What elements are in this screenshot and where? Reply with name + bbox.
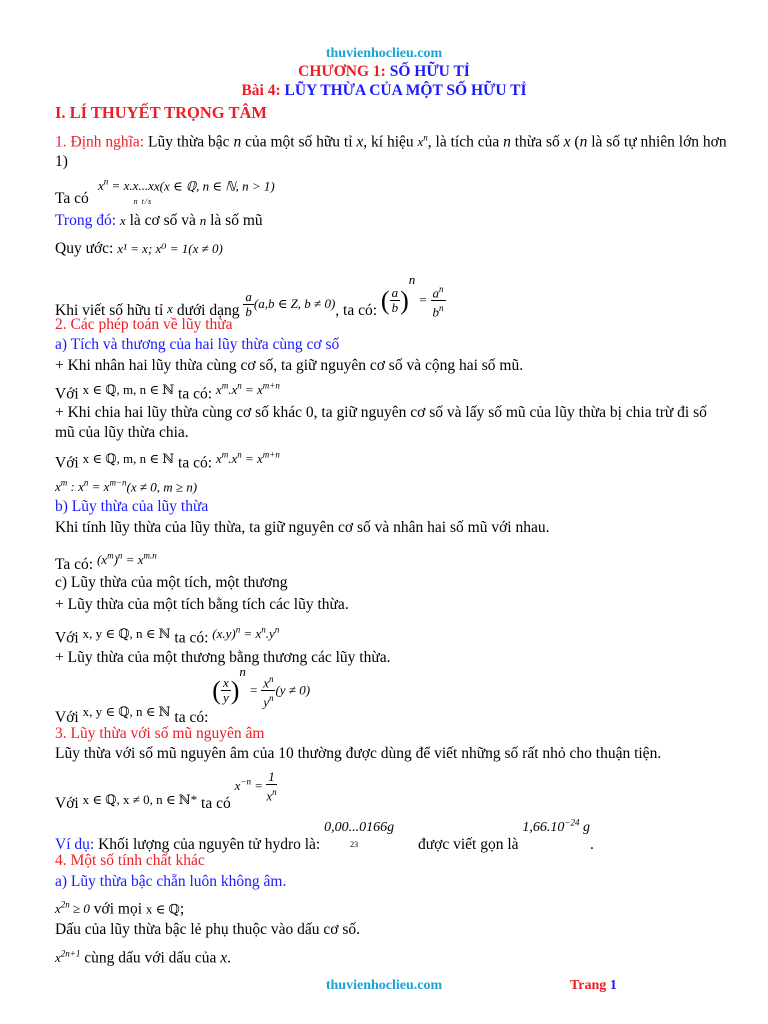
def-text: thừa số	[510, 133, 564, 151]
subsection-b-title: b) Lũy thừa của lũy thừa	[55, 498, 209, 515]
section-title-other-properties: 4. Một số tính chất khác	[55, 852, 205, 869]
trong-do-line: Trong đó: x là cơ số và n là số mũ	[55, 212, 263, 229]
condition: x ∈ ℚ, m, n ∈ ℕ	[82, 382, 175, 398]
khi-viet-text: , ta có:	[335, 302, 381, 320]
quotient-condition: (y ≠ 0)	[275, 682, 311, 698]
lesson-title	[0, 81, 768, 101]
formula-divide: $x^m$ : $x^n = x^{m-n}$	[55, 478, 127, 495]
def-var: n	[579, 133, 588, 151]
ta-co-label: Ta có	[55, 190, 89, 207]
formula-multiply-line	[55, 380, 728, 404]
subsection-a-title: a) Tích và thương của hai lũy thừa cùng cơ số	[55, 336, 340, 353]
fraction-quotient: $\frac{x^n}{y^n}$	[263, 674, 274, 710]
product-underbrace: x.x...x n t/s	[123, 178, 154, 207]
rule-multiply: + Khi nhân hai lũy thừa cùng cơ số, ta giữ nguyên cơ số và cộng hai số mũ.	[55, 357, 524, 374]
even-condition: x ∈ ℚ	[145, 901, 180, 917]
example-label: Ví dụ:	[55, 835, 99, 853]
ta-co-label: ta có:	[174, 454, 216, 472]
trong-do-text: là số mũ	[206, 212, 263, 229]
subsection-c-title: c) Lũy thừa của một tích, một thương	[55, 574, 288, 591]
section-title-negative-exponent: 3. Lũy thừa với số mũ nguyên âm	[55, 725, 265, 742]
voi-label: Với	[55, 629, 83, 647]
subsection-even-title: a) Lũy thừa bậc chẵn luôn không âm.	[55, 873, 287, 890]
ta-co-label: ta có	[197, 795, 235, 813]
page-number	[570, 976, 617, 996]
formula-product-line	[55, 624, 728, 648]
condition: x ∈ ℚ, m, n ∈ ℕ	[82, 451, 175, 467]
power-notation: $x^n$	[417, 133, 428, 150]
formula-even: $x^{2n} \ge 0$	[55, 900, 90, 917]
def-text: , kí hiệu	[363, 133, 418, 151]
chapter-name: SỐ HỮU TỈ	[389, 63, 470, 80]
rule-product-power: + Lũy thừa của một tích bằng tích các lũy thừa.	[55, 596, 349, 613]
def-text: là số tự nhiên lớn hơn 1)	[55, 133, 727, 171]
section-title-operations: 2. Các phép toán về lũy thừa	[55, 316, 233, 333]
chapter-title	[0, 62, 768, 82]
example-text: Khối lượng của nguyên tử hydro là:	[98, 835, 325, 853]
def-var: n	[233, 133, 242, 151]
formula-odd: $x^{2n+1}$	[55, 949, 81, 966]
def-text: , là tích của	[427, 133, 504, 151]
khi-viet-text: dưới dạng	[172, 302, 244, 320]
rule-quotient-power: + Lũy thừa của một thương bằng thương các lũy thừa.	[55, 649, 391, 666]
even-end: ;	[179, 900, 185, 918]
def-var: n	[503, 133, 511, 151]
odd-text: cùng dấu với dấu của	[80, 949, 221, 967]
formula-negative-line: Với $_{x \in ℚ, x \ne 0, n \in ℕ*}$ ta có $_{x^{-n} =}$ $\frac{1}{x^n}$	[55, 769, 277, 813]
formula-product: (x.y)n = xn.yn	[212, 625, 280, 642]
voi-label: Với	[55, 454, 83, 472]
fraction-power: $\frac{a^n}{b^n}$	[432, 284, 444, 320]
voi-label: Với	[55, 709, 83, 727]
condition: x, y ∈ ℚ, n ∈ ℕ	[82, 704, 171, 720]
lesson-prefix: Bài 4:	[241, 82, 285, 99]
lesson-name: LŨY THỪA CỦA MỘT SỐ HỮU TỈ	[284, 82, 527, 99]
khi-viet-text: Khi viết số hữu tỉ	[55, 302, 168, 320]
rule-negative-exponent: Lũy thừa với số mũ nguyên âm của 10 thường được dùng để viết những số rất nhỏ cho thuận tiện.	[55, 745, 662, 762]
mass-long-form: 0,00...0166g 23	[324, 819, 395, 849]
def-text: của một số hữu tỉ	[241, 133, 357, 151]
ta-co-label: ta có:	[174, 385, 216, 403]
khi-viet-line: Khi viết số hữu tỉ $_x$ dưới dạng $\frac{a}{b}$ $_{(a,b \in Z, b \ne 0)}$, ta có: ( $\frac{a}{b}$ )$^n$ $_=$ $\frac{a^n}{b^n}$	[55, 272, 444, 320]
def-text: Lũy thừa bậc	[148, 133, 234, 151]
example-line: Ví dụ: Khối lượng của nguyên tử hydro là: 0,00...0166g 23 được viết gọn là $1,66.10^{-24}$ g.	[55, 817, 594, 853]
def-var: x	[563, 133, 571, 151]
voi-label: Với	[55, 385, 83, 403]
formula-multiply: xm.xn = xm+n	[215, 381, 280, 398]
fraction-negative: $\frac{1}{x^n}$	[266, 769, 277, 804]
formula-divide-cond-line	[55, 449, 728, 473]
condition: x ∈ ℚ, x ≠ 0, n ∈ ℕ*	[82, 792, 198, 808]
formula-condition: x(x ∈ ℚ, n ∈ ℕ, n > 1)	[153, 178, 275, 194]
rule-divide: + Khi chia hai lũy thừa cùng cơ số khác 0, ta giữ nguyên cơ số và lấy số mũ của lũy thừa bị chia trừ đi số mũ của lũy thừa chia.	[55, 404, 707, 441]
condition: x, y ∈ ℚ, n ∈ ℕ	[82, 626, 171, 642]
trong-do-label: Trong đó:	[55, 212, 120, 229]
quy-uoc-label: Quy ước:	[55, 240, 118, 257]
def-text: (	[570, 133, 580, 151]
quy-uoc-line	[55, 239, 728, 259]
divide-condition: (x ≠ 0, m ≥ n)	[126, 479, 198, 495]
site-footer: thuvienhoclieu.com	[325, 978, 443, 993]
even-power-line	[55, 895, 728, 919]
definition-paragraph	[55, 128, 728, 172]
section-title-theory: I. LÍ THUYẾT TRỌNG TÂM	[55, 103, 267, 122]
khi-viet-condition: (a,b ∈ Z, b ≠ 0)	[253, 296, 336, 312]
formula-quotient-line: Với $_{x, y \in ℚ, n \in ℕ}$ ta có: ( $\frac{x}{y}$ )$^n$ = $\frac{x^n}{y^n}$ (y ≠ 0)	[55, 664, 311, 727]
ta-co-label: ta có:	[170, 709, 213, 727]
fraction-a-b: $\frac{a}{b}$	[245, 289, 252, 320]
page-number-value: 1	[609, 978, 617, 993]
formula-power-of-power: $(x^m)^n = x^{m.n}$	[96, 551, 157, 568]
example-text: được viết gọn là	[414, 835, 523, 853]
ta-co-label: ta có:	[170, 629, 213, 647]
quy-uoc-formula: x¹ = x; x⁰ = 1(x ≠ 0)	[117, 241, 223, 256]
page-label: Trang	[570, 978, 610, 993]
mass-short-form: $1,66.10^{-24}$ g	[522, 817, 590, 835]
rule-power-of-power: Khi tính lũy thừa của lũy thừa, ta giữ nguyên cơ số và nhân hai số mũ với nhau.	[55, 519, 550, 536]
def-var: x	[356, 133, 364, 151]
formula-power-of-power-line	[55, 546, 728, 574]
chapter-prefix: CHƯƠNG 1:	[298, 63, 390, 80]
definition-formula: $x^n = x.x...x$ n t/s x(x ∈ ℚ, n ∈ ℕ, n > 1)	[98, 177, 275, 207]
odd-power-rule: Dấu của lũy thừa bậc lẻ phụ thuộc vào dấu cơ số.	[55, 921, 360, 938]
ta-co-label: Ta có:	[55, 556, 97, 574]
formula-divide-line	[55, 473, 728, 497]
site-header: thuvienhoclieu.com	[325, 46, 443, 61]
voi-label: Với	[55, 795, 83, 813]
odd-power-line: $x^{2n+1}$ cùng dấu với dấu của x.	[55, 949, 232, 967]
even-text: với mọi	[89, 900, 146, 918]
odd-end: .	[227, 949, 232, 967]
trong-do-text: là cơ số và	[125, 212, 200, 229]
formula-divide-header: xm.xn = xm+n	[215, 450, 280, 467]
definition-label: 1. Định nghĩa:	[55, 133, 148, 151]
